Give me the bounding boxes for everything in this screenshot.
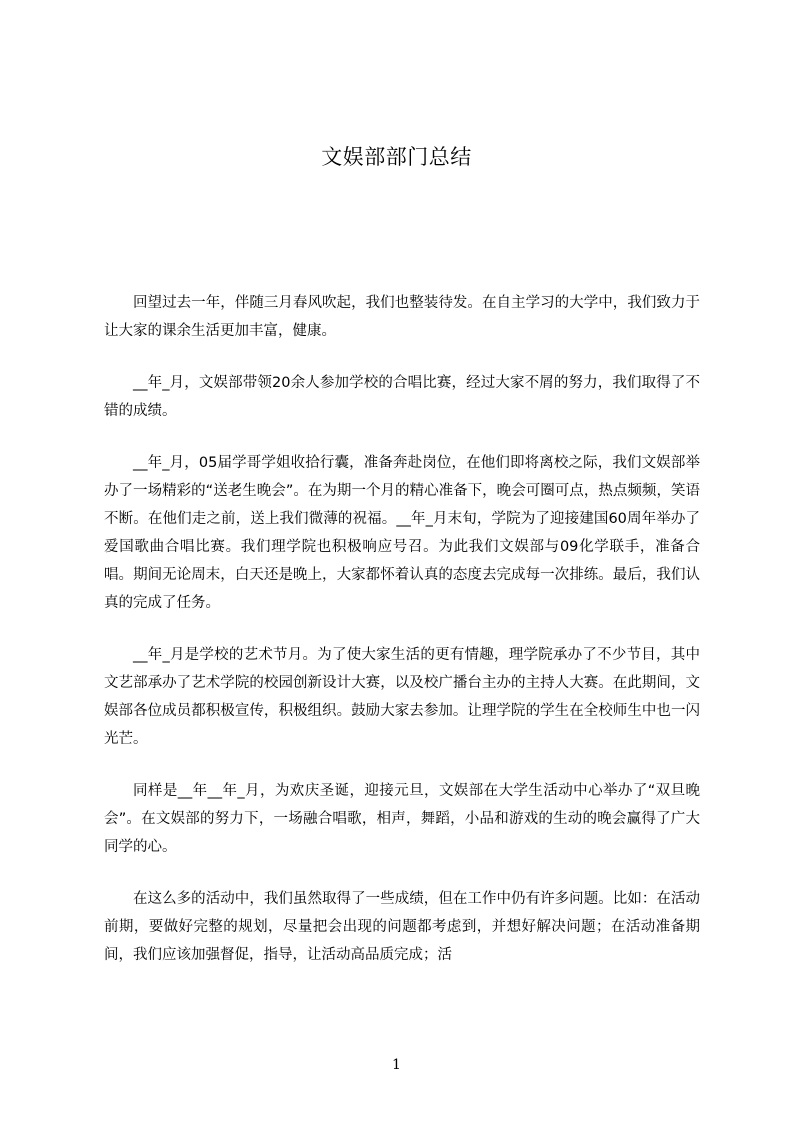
document-title: 文娱部部门总结 xyxy=(321,145,472,169)
paragraph-farewell-party: __年_月，05届学哥学姐收拾行囊，准备奔赴岗位，在他们即将离校之际，我们文娱部举办了一场精彩的“送老生晚会”。在为期一个月的精心准备下，晚会可圈可点，热点频频，笑语不断。在他们走之前，送上我们微薄的祝福。__年_月末旬，学院为了迎接建国60周年举办了爱国歌曲合唱比赛。我们理学院也积极响应号召。为此我们文娱部与09化学联手，准备合唱。期间无论周末，白天还是晚上，大家都怀着认真的态度去完成每一次排练。最后，我们认真的完成了任务。 xyxy=(104,455,700,611)
paragraph-problems: 在这么多的活动中，我们虽然取得了一些成绩，但在工作中仍有许多问题。比如：在活动前期，要做好完整的规划，尽量把会出现的问题都考虑到，并想好解决问题；在活动准备期间，我们应该加强督促，指导，让活动高品质完成；活 xyxy=(104,891,700,963)
paragraph-choir-contest: __年_月，文娱部带领20余人参加学校的合唱比赛，经过大家不屑的努力，我们取得了不错的成绩。 xyxy=(104,375,700,419)
paragraph-holiday-party: 同样是__年__年_月，为欢庆圣诞，迎接元旦，文娱部在大学生活动中心举办了“双旦晚会”。在文娱部的努力下，一场融合唱歌，相声，舞蹈，小品和游戏的生动的晚会赢得了广大同学的心。 xyxy=(104,783,700,855)
page-number: 1 xyxy=(392,1057,401,1073)
paragraph-art-festival: __年_月是学校的艺术节月。为了使大家生活的更有情趣，理学院承办了不少节目，其中文艺部承办了艺术学院的校园创新设计大赛，以及校广播台主办的主持人大赛。在此期间，文娱部各位成员都积极宣传，积极组织。鼓励大家去参加。让理学院的学生在全校师生中也一闪光芒。 xyxy=(104,647,700,747)
document-body xyxy=(104,289,700,993)
paragraph-intro: 回望过去一年，伴随三月春风吹起，我们也整装待发。在自主学习的大学中，我们致力于让大家的课余生活更加丰富，健康。 xyxy=(104,295,700,339)
